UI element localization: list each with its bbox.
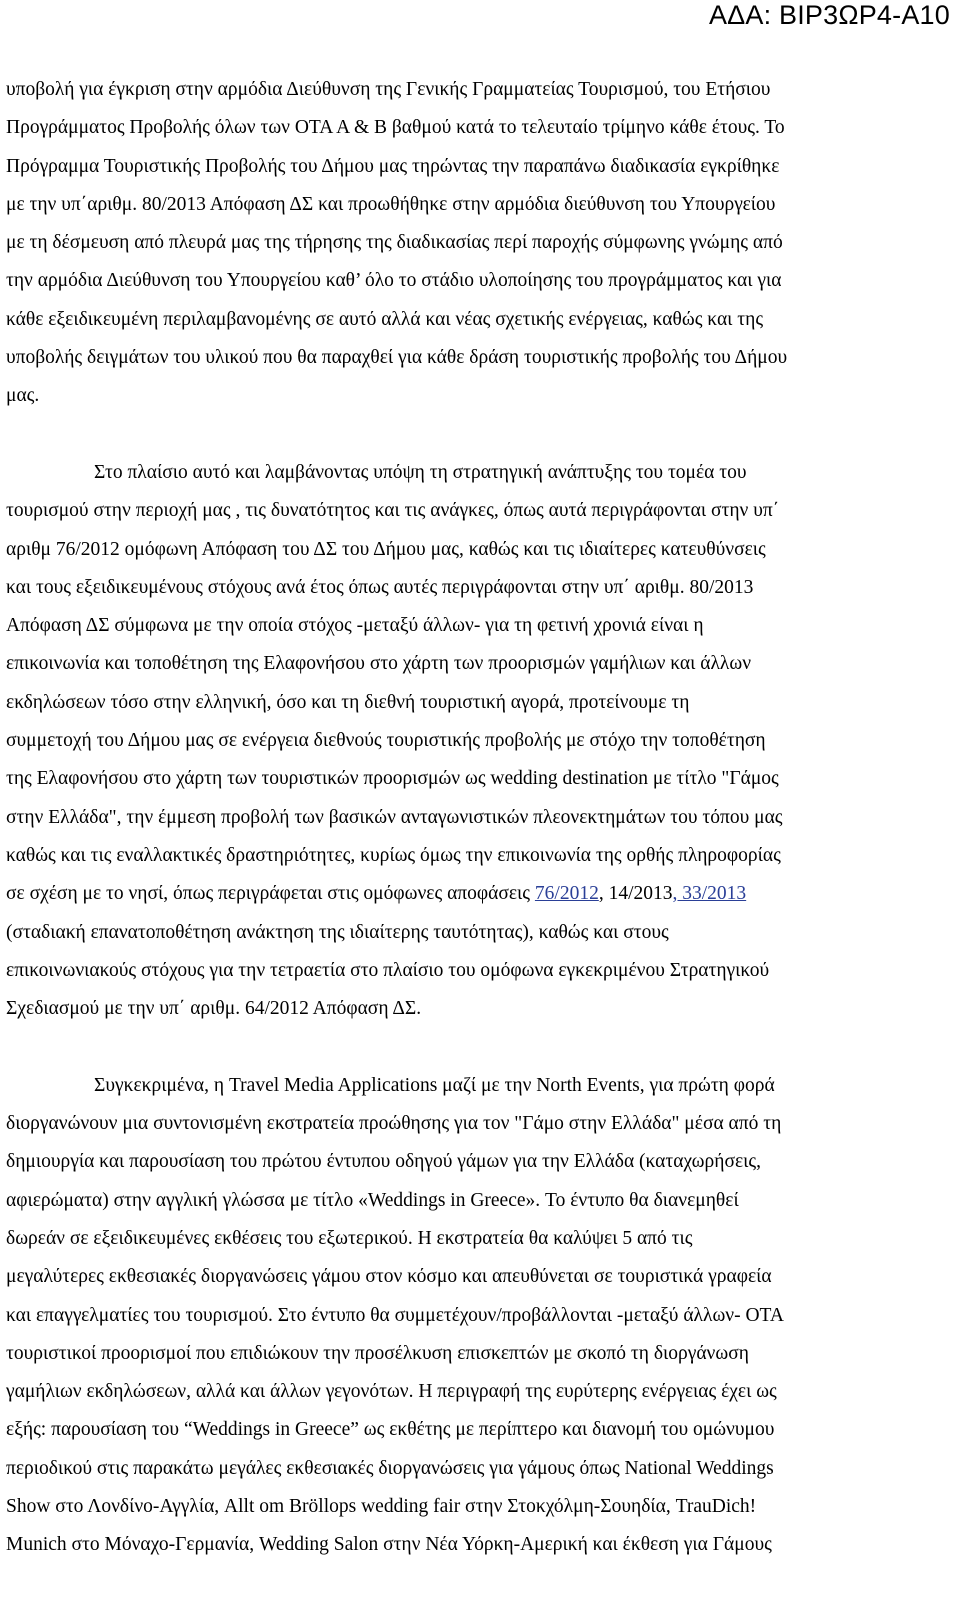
- text-line: περιοδικού στις παρακάτω μεγάλες εκθεσιακές διοργανώσεις για γάμους όπως National Weddings: [6, 1457, 774, 1479]
- text-line: Συγκεκριμένα, η Travel Media Applications μαζί με την North Events, για πρώτη φορά: [94, 1074, 775, 1096]
- text-segment: , 14/2013: [598, 883, 673, 905]
- text-line: συμμετοχή του Δήμου μας σε ενέργεια διεθνούς τουριστικής προβολής με στόχο την τοποθέτηση: [6, 730, 766, 752]
- text-line: μεγαλύτερες εκθεσιακές διοργανώσεις γάμου στον κόσμο και απευθύνεται σε τουριστικά γραφεία: [6, 1266, 772, 1288]
- text-line: τουριστικοί προορισμοί που επιδιώκουν την προσέλκυση επισκεπτών με σκοπό τη διοργάνωση: [6, 1342, 749, 1364]
- text-line: γαμήλιων εκδηλώσεων, αλλά και άλλων γεγονότων. Η περιγραφή της ευρύτερης ενέργειας έχει ως: [6, 1381, 777, 1403]
- text-line-with-links: [6, 875, 936, 913]
- text-line: με τη δέσμευση από πλευρά μας της τήρησης της διαδικασίας περί παροχής σύμφωνης γνώμης από: [6, 232, 783, 254]
- text-line: με την υπ΄αριθμ. 80/2013 Απόφαση ΔΣ και προωθήθηκε στην αρμόδια διεύθυνση του Υπουργείου: [6, 193, 776, 215]
- text-line: μας.: [6, 385, 40, 407]
- text-line: υποβολή για έγκριση στην αρμόδια Διεύθυνση της Γενικής Γραμματείας Τουρισμού, του Ετήσιου: [6, 79, 771, 100]
- text-line: Απόφαση ΔΣ σύμφωνα με την οποία στόχος -μεταξύ άλλων- για τη φετινή χρονιά είναι η: [6, 615, 704, 637]
- text-line: εξής: παρουσίαση του “Weddings in Greece” ως εκθέτης με περίπτερο και διανομή του ομώνυμου: [6, 1419, 775, 1441]
- text-line: τουρισμού στην περιοχή μας , τις δυνατότητος και τις ανάγκες, όπως αυτά περιγράφονται στην υπ΄: [6, 500, 780, 522]
- text-line: Πρόγραμμα Τουριστικής Προβολής του Δήμου μας τηρώντας την παραπάνω διαδικασία εγκρίθηκε: [6, 155, 780, 177]
- text-line: διοργανώνουν μια συντονισμένη εκστρατεία προώθησης για τον "Γάμο στην Ελλάδα" μέσα από τη: [6, 1113, 782, 1135]
- text-line: Munich στο Μόναχο-Γερμανία, Wedding Salon στην Νέα Υόρκη-Αμερική και έκθεση για Γάμους: [6, 1534, 772, 1556]
- text-line: Σχεδιασμού με την υπ΄ αριθμ. 64/2012 Απόφαση ΔΣ.: [6, 998, 422, 1020]
- paragraph-gap: [6, 1028, 936, 1066]
- paragraph-2: [6, 454, 936, 1028]
- decision-link-33-2013[interactable]: , 33/2013: [672, 883, 747, 905]
- text-line: (σταδιακή επανατοποθέτηση ανάκτηση της ιδιαίτερης ταυτότητας), καθώς και στους: [6, 921, 669, 943]
- text-line: την αρμόδια Διεύθυνση του Υπουργείου καθ’ όλο το στάδιο υλοποίησης του προγράμματος και για: [6, 270, 782, 292]
- text-line: Στο πλαίσιο αυτό και λαμβάνοντας υπόψη τη στρατηγική ανάπτυξης του τομέα του: [94, 461, 747, 483]
- paragraph-3: [6, 1067, 936, 1565]
- text-line: Προγράμματος Προβολής όλων των ΟΤΑ Α & Β βαθμού κατά το τελευταίο τρίμηνο κάθε έτους. Το: [6, 117, 785, 139]
- ada-header: ΑΔΑ: ΒΙΡ3ΩΡ4-Α10: [708, 0, 950, 30]
- document-body: [6, 71, 936, 1565]
- text-line: υποβολής δειγμάτων του υλικού που θα παραχθεί για κάθε δράση τουριστικής προβολής του Δήμου: [6, 347, 788, 369]
- decision-link-76-2012[interactable]: 76/2012: [534, 883, 599, 905]
- text-line: της Ελαφονήσου στο χάρτη των τουριστικών προορισμών ως wedding destination με τίτλο "Γάμος: [6, 768, 779, 790]
- text-line: στην Ελλάδα", την έμμεση προβολή των βασικών ανταγωνιστικών πλεονεκτημάτων του τόπου μας: [6, 806, 783, 828]
- paragraph-1: [6, 71, 936, 416]
- text-line: δημιουργία και παρουσίαση του πρώτου έντυπου οδηγού γάμων για την Ελλάδα (καταχωρήσεις,: [6, 1151, 761, 1173]
- text-line: αφιερώματα) στην αγγλική γλώσσα με τίτλο «Weddings in Greece». Το έντυπο θα διανεμηθεί: [6, 1189, 739, 1211]
- text-line: επικοινωνιακούς στόχους για την τετραετία στο πλαίσιο του ομόφωνα εγκεκριμένου Στρατηγικού: [6, 959, 770, 981]
- text-line: αριθμ 76/2012 ομόφωνη Απόφαση του ΔΣ του Δήμου μας, καθώς και τις ιδιαίτερες κατευθύνσεις: [6, 538, 766, 560]
- text-segment: σε σχέση με το νησί, όπως περιγράφεται στις ομόφωνες αποφάσεις: [6, 883, 535, 905]
- text-line: δωρεάν σε εξειδικευμένες εκθέσεις του εξωτερικού. Η εκστρατεία θα καλύψει 5 από τις: [6, 1227, 693, 1249]
- text-line: και επαγγελματίες του τουρισμού. Στο έντυπο θα συμμετέχουν/προβάλλονται -μεταξύ άλλων- ΟΤΑ: [6, 1304, 784, 1326]
- text-line: και τους εξειδικευμένους στόχους ανά έτος όπως αυτές περιγράφονται στην υπ΄ αριθμ. 80/2013: [6, 576, 754, 598]
- text-line: Show στο Λονδίνο-Αγγλία, Allt om Bröllops wedding fair στην Στοκχόλμη-Σουηδία, TrauDich!: [6, 1495, 757, 1517]
- text-line: κάθε εξειδικευμένη περιλαμβανομένης σε αυτό αλλά και νέας σχετικής ενέργειας, καθώς και της: [6, 308, 764, 330]
- paragraph-gap: [6, 416, 936, 454]
- text-line: καθώς και τις εναλλακτικές δραστηριότητες, κυρίως όμως την επικοινωνία της ορθής πληροφορίας: [6, 844, 781, 866]
- text-line: επικοινωνία και τοποθέτηση της Ελαφονήσου στο χάρτη των προορισμών γαμήλιων και άλλων: [6, 653, 752, 675]
- text-line: εκδηλώσεων τόσο στην ελληνική, όσο και τη διεθνή τουριστική αγορά, προτείνουμε τη: [6, 691, 690, 713]
